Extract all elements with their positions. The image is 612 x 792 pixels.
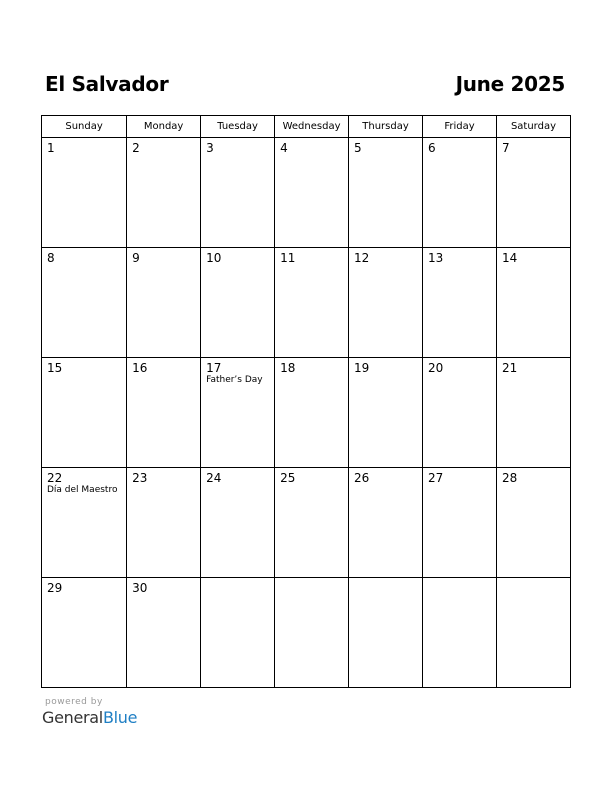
week-row <box>42 358 571 468</box>
weekday-header: Wednesday <box>275 116 349 138</box>
day-number: 28 <box>501 471 518 485</box>
day-number <box>275 578 348 582</box>
day-cell <box>496 248 570 358</box>
day-cell <box>423 248 497 358</box>
day-number: 24 <box>206 471 222 485</box>
day-number: 19 <box>354 361 370 375</box>
day-number: 15 <box>47 361 63 375</box>
day-number: 17 <box>206 361 222 375</box>
day-cell <box>275 358 349 468</box>
weekday-header: Thursday <box>349 116 423 138</box>
day-cell <box>201 468 275 578</box>
powered-by-text: powered by <box>45 697 103 707</box>
day-number: 6 <box>428 141 436 155</box>
day-number: 4 <box>280 141 288 155</box>
day-number: 12 <box>354 251 370 265</box>
footer-branding <box>42 697 137 728</box>
day-cell <box>42 358 127 468</box>
brand-blue-text: Blue <box>102 708 138 727</box>
day-number: 16 <box>132 361 148 375</box>
holiday-label: Father’s Day <box>206 375 263 385</box>
day-cell <box>275 138 349 248</box>
holiday-label: Día del Maestro <box>47 485 118 495</box>
day-number: 8 <box>47 251 55 265</box>
day-cell <box>42 468 127 578</box>
day-number: 1 <box>47 141 55 155</box>
day-cell <box>275 578 349 688</box>
weekday-header: Tuesday <box>201 116 275 138</box>
day-cell <box>349 578 423 688</box>
week-row <box>42 468 571 578</box>
day-cell <box>423 468 497 578</box>
day-number: 11 <box>280 251 296 265</box>
day-number <box>201 578 274 582</box>
day-number: 7 <box>501 141 510 155</box>
day-cell <box>201 578 275 688</box>
weekday-header: Sunday <box>42 116 127 138</box>
day-number: 23 <box>132 471 148 485</box>
weekday-header: Saturday <box>496 116 570 138</box>
day-cell <box>127 248 201 358</box>
day-number: 26 <box>354 471 370 485</box>
day-cell <box>201 138 275 248</box>
day-cell <box>423 138 497 248</box>
day-cell <box>127 138 201 248</box>
day-cell <box>349 248 423 358</box>
country-title: El Salvador <box>45 72 169 96</box>
day-cell <box>42 138 127 248</box>
day-number: 13 <box>428 251 444 265</box>
day-number: 25 <box>280 471 296 485</box>
month-year-title: June 2025 <box>455 72 565 96</box>
day-cell <box>349 468 423 578</box>
day-number: 5 <box>354 141 362 155</box>
weekday-header-row <box>42 116 571 138</box>
day-number: 21 <box>501 361 518 375</box>
day-cell <box>496 358 570 468</box>
day-cell <box>496 578 570 688</box>
day-cell <box>423 578 497 688</box>
day-cell <box>496 138 570 248</box>
day-number: 20 <box>428 361 444 375</box>
day-number: 10 <box>206 251 222 265</box>
day-number: 3 <box>206 141 214 155</box>
day-cell <box>127 358 201 468</box>
week-row <box>42 138 571 248</box>
day-cell <box>201 248 275 358</box>
day-number: 9 <box>132 251 140 265</box>
week-row <box>42 578 571 688</box>
day-number: 27 <box>428 471 444 485</box>
day-cell <box>201 358 275 468</box>
day-number <box>423 578 496 582</box>
weekday-header: Friday <box>423 116 497 138</box>
day-number: 14 <box>501 251 518 265</box>
day-number: 30 <box>132 581 148 595</box>
day-cell <box>42 248 127 358</box>
day-cell <box>275 468 349 578</box>
day-cell <box>127 578 201 688</box>
calendar-grid <box>41 115 571 688</box>
generalblue-logo[interactable] <box>42 708 137 728</box>
day-number: 29 <box>47 581 63 595</box>
weekday-header: Monday <box>127 116 201 138</box>
day-number: 18 <box>280 361 296 375</box>
week-row <box>42 248 571 358</box>
day-number: 2 <box>132 141 140 155</box>
brand-general-text: General <box>42 708 103 727</box>
day-number <box>349 578 422 582</box>
day-cell <box>42 578 127 688</box>
day-cell <box>349 138 423 248</box>
day-cell <box>496 468 570 578</box>
day-cell <box>275 248 349 358</box>
day-cell <box>127 468 201 578</box>
day-cell <box>349 358 423 468</box>
day-number: 22 <box>47 471 63 485</box>
day-cell <box>423 358 497 468</box>
day-number <box>497 578 570 582</box>
